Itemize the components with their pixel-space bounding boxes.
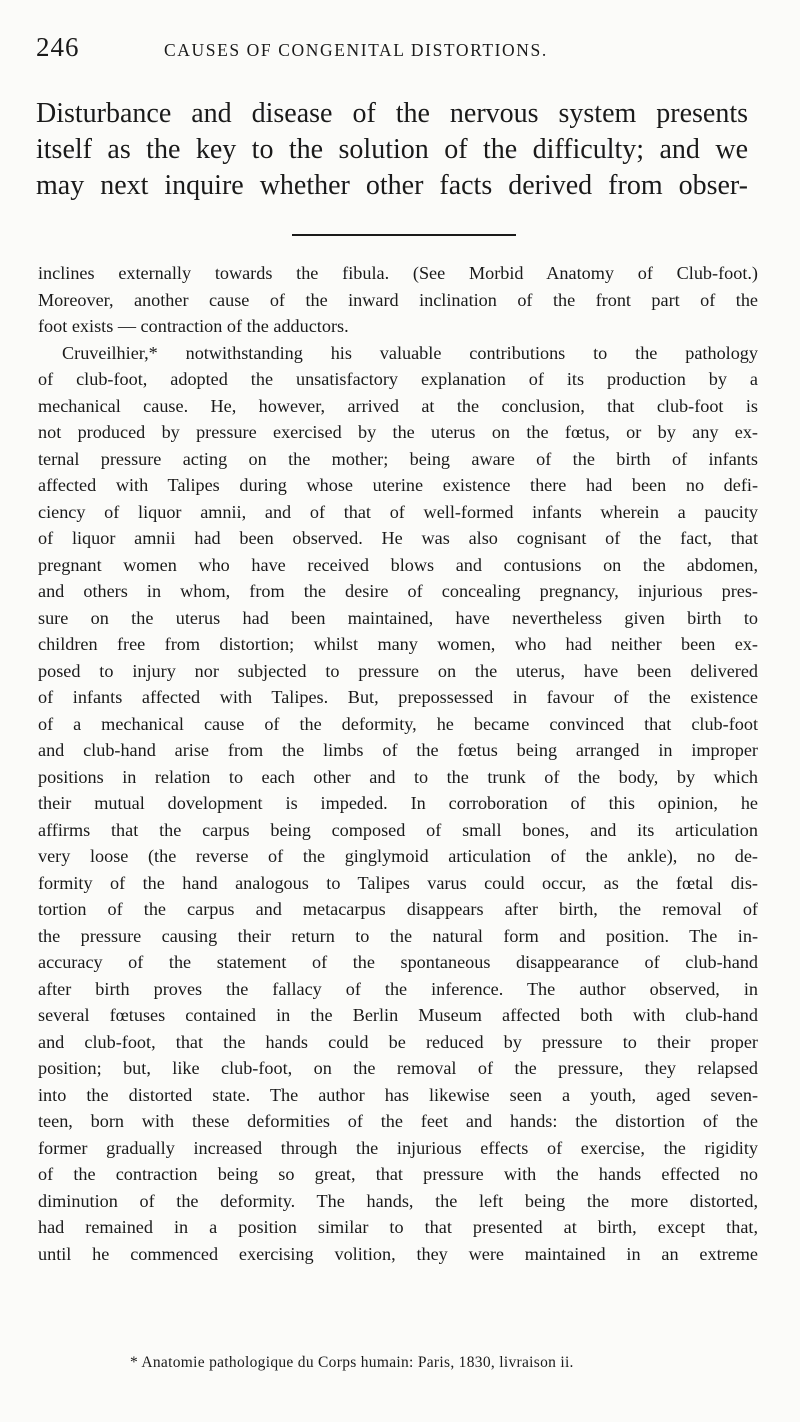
body-text: [38, 260, 758, 1267]
section-divider: [292, 234, 516, 236]
body-line: position; but, like club-foot, on the removal of the pressure, they relapsed: [38, 1058, 758, 1078]
footnote: * Anatomie pathologique du Corps humain: Paris, 1830, livraison ii.: [130, 1354, 574, 1371]
body-line: sure on the uterus had been maintained, have nevertheless given birth to: [38, 607, 758, 628]
body-line: and club-foot, that the hands could be reduced by pressure to their proper: [38, 1031, 758, 1052]
body-line: and others in whom, from the desire of concealing pregnancy, injurious pres-: [38, 581, 758, 601]
body-line: accuracy of the statement of the spontaneous disappearance of club-hand: [38, 952, 758, 972]
running-title: CAUSES OF CONGENITAL DISTORTIONS.: [164, 40, 548, 60]
body-line: into the distorted state. The author has likewise seen a youth, aged seven-: [38, 1084, 758, 1105]
body-line: their mutual dovelopment is impeded. In corroboration of this opinion, he: [38, 793, 758, 813]
body-line: several fœtuses contained in the Berlin Museum affected both with club-hand: [38, 1005, 758, 1025]
body-line: of the contraction being so great, that pressure with the hands effected no: [38, 1164, 758, 1184]
body-line: posed to injury nor subjected to pressure on the uterus, have been delivered: [38, 660, 758, 681]
large-type-passage: [36, 96, 748, 204]
body-line: affected with Talipes during whose uterine existence there had been no defi-: [38, 475, 758, 495]
body-line: affirms that the carpus being composed of small bones, and its articulation: [38, 819, 758, 840]
body-line: after birth proves the fallacy of the inference. The author observed, in: [38, 978, 758, 999]
body-line: not produced by pressure exercised by the uterus on the fœtus, or by any ex-: [38, 422, 758, 442]
body-line: ternal pressure acting on the mother; being aware of the birth of infants: [38, 448, 758, 469]
body-line: the pressure causing their return to the natural form and position. The in-: [38, 925, 758, 946]
body-line: of infants affected with Talipes. But, prepossessed in favour of the existence: [38, 687, 758, 707]
page-header: [36, 32, 766, 72]
body-line: Moreover, another cause of the inward inclination of the front part of the: [38, 289, 758, 310]
body-line: tortion of the carpus and metacarpus disappears after birth, the removal of: [38, 899, 758, 919]
body-line: had remained in a position similar to that presented at birth, except that,: [38, 1217, 758, 1237]
body-line: formity of the hand analogous to Talipes varus could occur, as the fœtal dis-: [38, 872, 758, 893]
body-line: foot exists — contraction of the adductors.: [38, 316, 349, 336]
body-line: mechanical cause. He, however, arrived at the conclusion, that club-foot is: [38, 395, 758, 416]
body-line: teen, born with these deformities of the feet and hands: the distortion of the: [38, 1111, 758, 1131]
body-line: very loose (the reverse of the ginglymoid articulation of the ankle), no de-: [38, 846, 758, 866]
body-line: until he commenced exercising volition, they were maintained in an extreme: [38, 1243, 758, 1264]
large-text-line: may next inquire whether other facts derived from obser-: [36, 170, 748, 201]
body-line: Cruveilhier,* notwithstanding his valuable contributions to the pathology: [62, 342, 758, 363]
body-line: ciency of liquor amnii, and of that of well-formed infants wherein a paucity: [38, 501, 758, 522]
large-text-line: Disturbance and disease of the nervous system presents: [36, 98, 748, 129]
body-line: positions in relation to each other and to the trunk of the body, by which: [38, 766, 758, 787]
large-text-line: itself as the key to the solution of the difficulty; and we: [36, 134, 748, 165]
body-line: diminution of the deformity. The hands, the left being the more distorted,: [38, 1190, 758, 1211]
body-line: of liquor amnii had been observed. He was also cognisant of the fact, that: [38, 528, 758, 548]
body-line: children free from distortion; whilst many women, who had neither been ex-: [38, 634, 758, 654]
body-line: and club-hand arise from the limbs of the fœtus being arranged in improper: [38, 740, 758, 760]
page-number: 246: [36, 32, 80, 62]
body-line: of club-foot, adopted the unsatisfactory explanation of its production by a: [38, 369, 758, 389]
body-line: former gradually increased through the injurious effects of exercise, the rigidity: [38, 1137, 758, 1158]
body-line: pregnant women who have received blows and contusions on the abdomen,: [38, 554, 758, 575]
body-line: of a mechanical cause of the deformity, he became convinced that club-foot: [38, 713, 758, 734]
body-line: inclines externally towards the fibula. (See Morbid Anatomy of Club-foot.): [38, 263, 758, 283]
